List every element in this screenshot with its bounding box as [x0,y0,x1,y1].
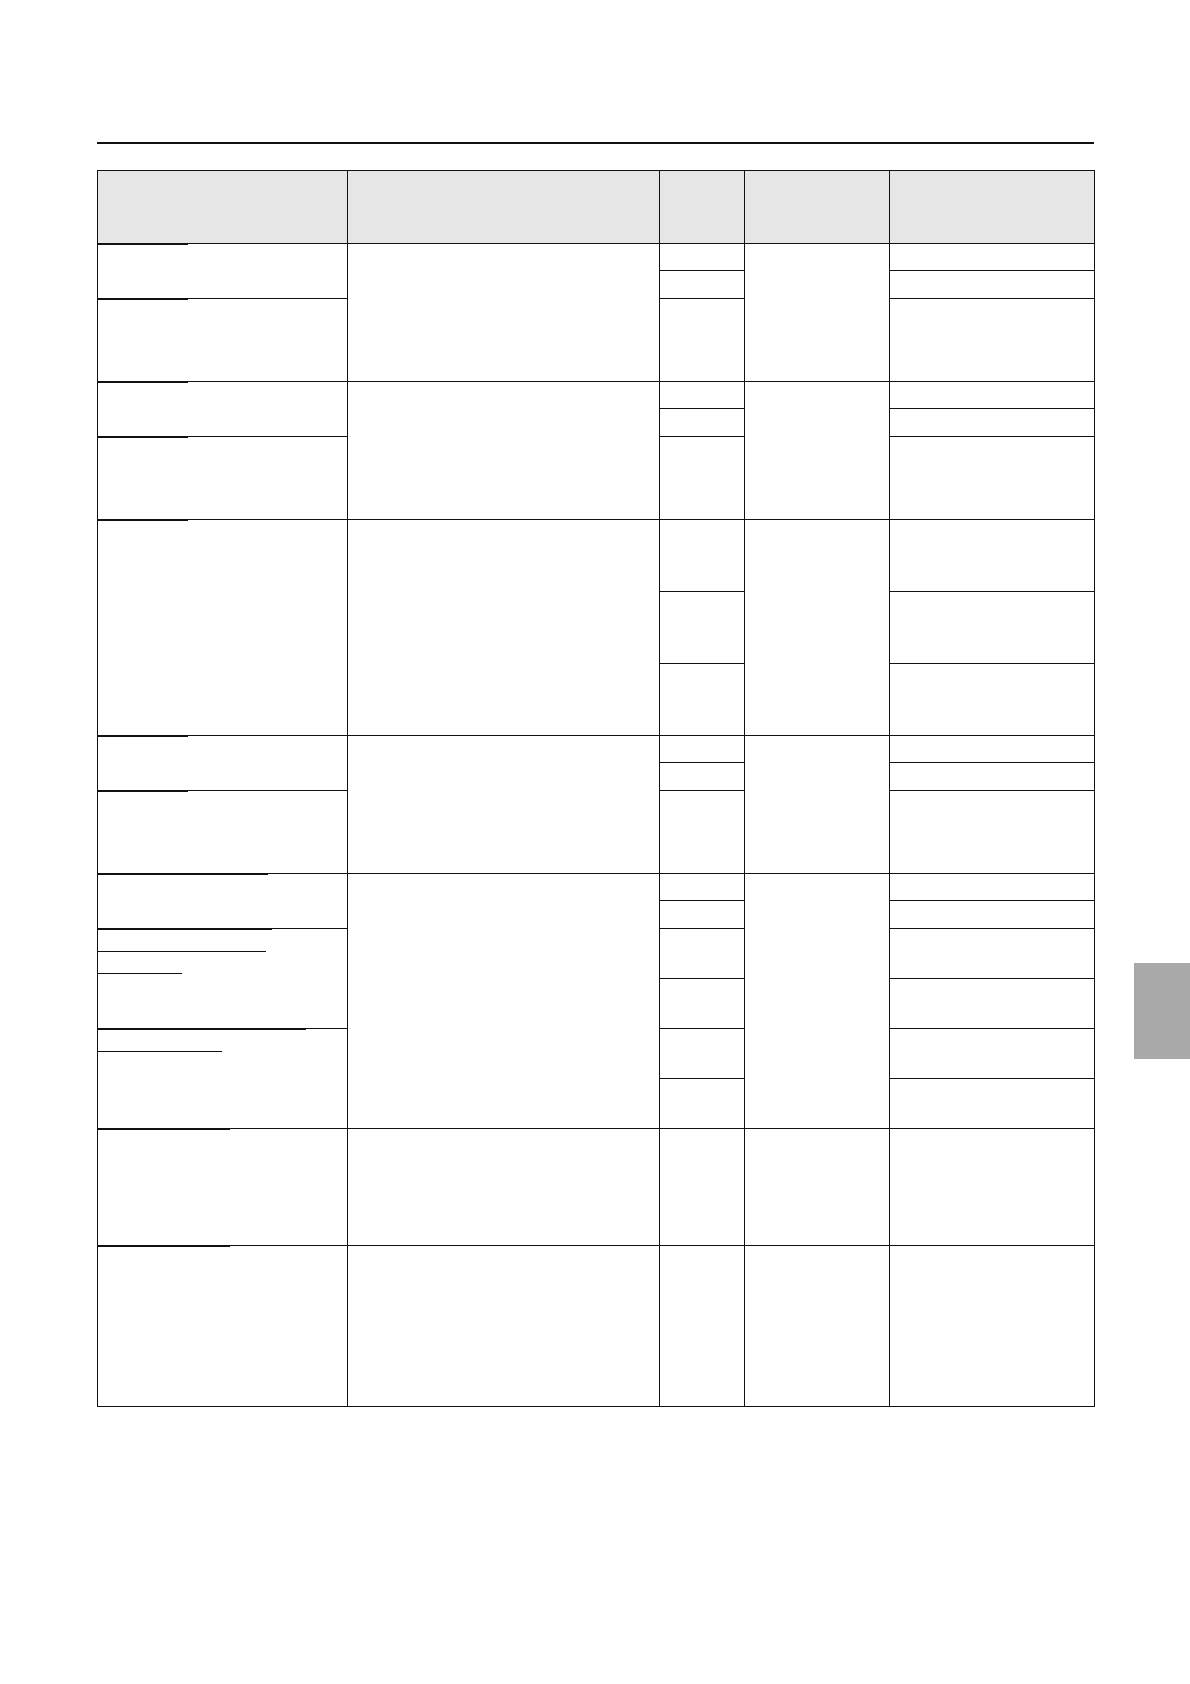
header-cell [348,171,660,244]
value-cell [660,874,745,901]
note-cell [890,736,1095,763]
description-cell [348,1129,660,1246]
note-cell [890,979,1095,1029]
item-cell [98,874,348,929]
value-cell [660,979,745,1029]
value-cell [660,929,745,979]
description-cell [348,874,660,1129]
note-cell [890,299,1095,382]
description-cell [348,736,660,874]
item-cell [98,1246,348,1407]
setting-cell [745,1129,890,1246]
value-cell [660,520,745,592]
item-cell [98,520,348,736]
note-cell [890,244,1095,271]
note-cell [890,929,1095,979]
table-row [98,1129,1095,1246]
description-cell [348,244,660,382]
value-cell [660,1079,745,1129]
note-cell [890,1129,1095,1246]
table-row [98,736,1095,763]
value-cell [660,1029,745,1079]
description-cell [348,520,660,736]
setting-cell [745,520,890,736]
table-header-row [98,171,1095,244]
note-cell [890,437,1095,520]
note-cell [890,1246,1095,1407]
description-cell [348,382,660,520]
value-cell [660,299,745,382]
table-row [98,1246,1095,1407]
note-cell [890,592,1095,664]
header-cell [660,171,745,244]
table-row [98,244,1095,271]
table-row [98,382,1095,409]
table-row [98,874,1095,901]
note-cell [890,874,1095,901]
value-cell [660,664,745,736]
item-cell [98,1029,348,1129]
header-rule [97,142,1094,144]
note-cell [890,520,1095,592]
note-cell [890,901,1095,929]
value-cell [660,1129,745,1246]
value-cell [660,592,745,664]
header-cell [745,171,890,244]
note-cell [890,1079,1095,1129]
value-cell [660,382,745,409]
value-cell [660,901,745,929]
description-cell [348,1246,660,1407]
note-cell [890,271,1095,299]
note-cell [890,409,1095,437]
setting-cell [745,382,890,520]
note-cell [890,664,1095,736]
value-cell [660,271,745,299]
item-cell [98,929,348,1029]
spec-table [97,170,1095,1407]
item-cell [98,244,348,299]
item-cell [98,382,348,437]
note-cell [890,382,1095,409]
setting-cell [745,736,890,874]
item-cell [98,299,348,382]
setting-cell [745,244,890,382]
value-cell [660,244,745,271]
item-cell [98,791,348,874]
note-cell [890,791,1095,874]
value-cell [660,409,745,437]
note-cell [890,1029,1095,1079]
value-cell [660,437,745,520]
value-cell [660,1246,745,1407]
item-cell [98,1129,348,1246]
item-cell [98,736,348,791]
note-cell [890,763,1095,791]
header-cell [890,171,1095,244]
value-cell [660,791,745,874]
value-cell [660,736,745,763]
setting-cell [745,1246,890,1407]
table-row [98,520,1095,592]
section-tab [1134,963,1190,1059]
item-cell [98,437,348,520]
header-cell [98,171,348,244]
value-cell [660,763,745,791]
setting-cell [745,874,890,1129]
